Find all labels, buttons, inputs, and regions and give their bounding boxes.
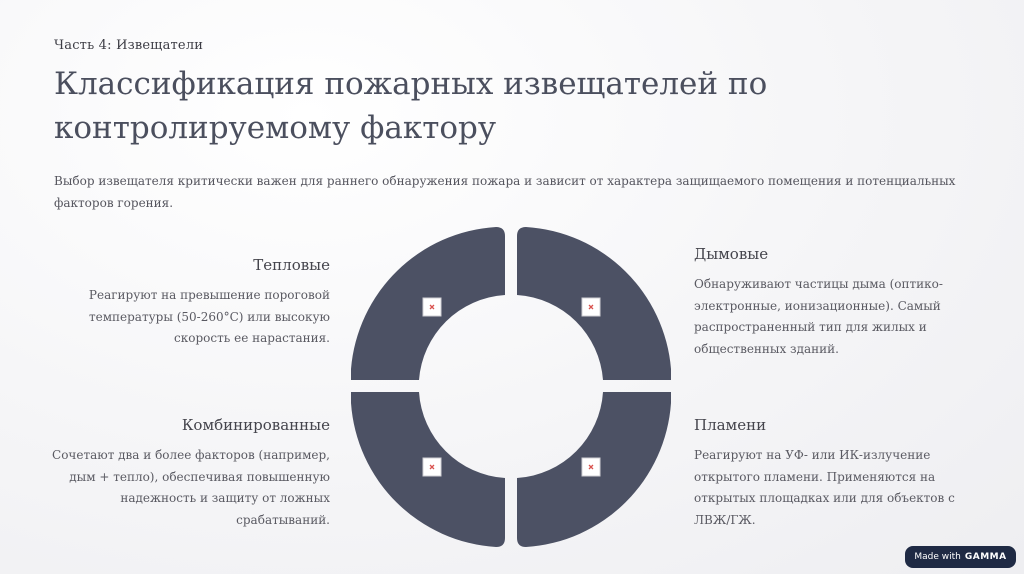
thermal-line: температуры (50-260°C) или высокую bbox=[88, 309, 330, 324]
flame-text bbox=[694, 445, 955, 531]
smoke-title: Дымовые bbox=[694, 245, 769, 263]
combined-line: дым + тепло), обеспечивая повышенную bbox=[69, 469, 330, 484]
smoke-line: распространенный тип для жилых и bbox=[694, 320, 927, 334]
flame-line: ЛВЖ/ГЖ. bbox=[694, 512, 756, 527]
thermal-line: Реагируют на превышение пороговой bbox=[88, 288, 330, 302]
flame-line: Реагируют на УФ- или ИК-излучение bbox=[694, 448, 931, 462]
broken-image-icon bbox=[423, 298, 441, 316]
combined-line: срабатываний. bbox=[236, 512, 330, 527]
flame-line: открытых площадках или для объектов с bbox=[694, 491, 955, 505]
title-line-1: Классификация пожарных извещателей по bbox=[54, 66, 768, 102]
section-label: Часть 4: Извещатели bbox=[54, 38, 204, 53]
thermal-text bbox=[89, 285, 330, 350]
title-line-2: контролируемому фактору bbox=[54, 110, 497, 146]
smoke-line: Обнаруживают частицы дыма (оптико- bbox=[694, 277, 943, 291]
broken-image-icon bbox=[582, 458, 600, 476]
badge-prefix: Made with bbox=[914, 552, 961, 562]
broken-image-icon bbox=[423, 458, 441, 476]
flame-line: открытого пламени. Применяются на bbox=[694, 469, 936, 484]
combined-line: надежность и защиту от ложных bbox=[120, 491, 330, 505]
thermal-line: скорость ее нарастания. bbox=[174, 331, 330, 345]
gamma-logo: GAMMA bbox=[964, 552, 1007, 562]
ring-diagram bbox=[346, 222, 676, 552]
thermal-title: Тепловые bbox=[253, 256, 330, 274]
smoke-line: электронные, ионизационные). Самый bbox=[694, 298, 941, 313]
combined-line: Сочетают два и более факторов (например, bbox=[52, 448, 330, 462]
flame-title: Пламени bbox=[694, 416, 767, 434]
smoke-line: общественных зданий. bbox=[694, 341, 839, 356]
broken-image-icon bbox=[582, 298, 600, 316]
intro-text: Выбор извещателя критически важен для раннего обнаружения пожара и зависит от характера защищаемого помещения и потенциальных факторов горения. bbox=[54, 174, 956, 210]
page-title bbox=[54, 62, 774, 150]
made-with-gamma-badge[interactable] bbox=[905, 546, 1016, 568]
smoke-text bbox=[694, 274, 943, 360]
combined-text bbox=[52, 445, 330, 531]
combined-title: Комбинированные bbox=[181, 416, 330, 434]
